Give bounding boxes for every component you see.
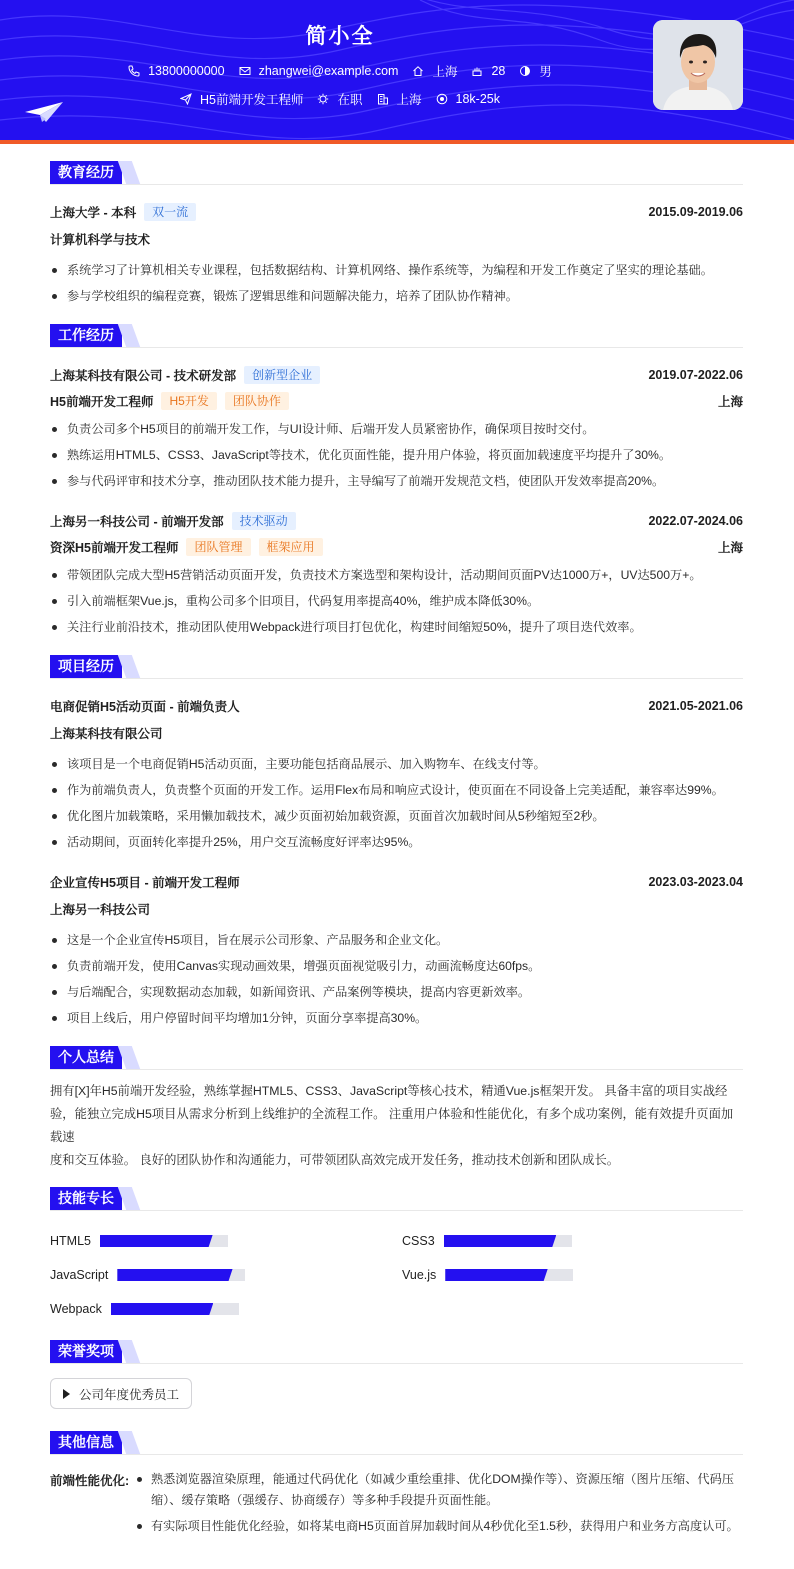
intention-row [0, 90, 680, 108]
salary-icon [436, 93, 456, 105]
summary-line: 验，能独立完成H5项目从需求分析到上线维护的全流程工作。 注重用户体验和性能优化，有多个成功案例，能有效提升页面加载速 [50, 1107, 734, 1144]
skill-bar-fill [100, 1235, 213, 1247]
skill-bar-fill [111, 1303, 213, 1315]
building-icon [377, 93, 397, 105]
role-tag: H5开发 [161, 392, 216, 410]
skills-grid [50, 1225, 743, 1331]
intention-position [180, 90, 303, 108]
intention-position-text: H5前端开发工程师 [200, 93, 304, 107]
skill-name: JavaScript [50, 1268, 109, 1282]
home-icon [412, 65, 432, 77]
section-header [50, 1186, 743, 1211]
play-icon [63, 1389, 70, 1399]
intention-status-text: 在职 [337, 93, 363, 107]
skill-bar-fill [117, 1269, 232, 1281]
skill-css3 [402, 1231, 572, 1251]
contact-city [412, 62, 457, 80]
list-item: 作为前端负责人，负责整个页面的开发工作。运用Flex布局和响应式设计，使页面在不同设备上完美适配，兼容率达99%。 [50, 777, 743, 803]
skill-bar [111, 1303, 239, 1315]
mail-icon [239, 65, 259, 77]
work-section [50, 323, 743, 640]
contact-age-text: 28 [491, 64, 506, 78]
work-item [50, 508, 743, 640]
skill-bar-fill [444, 1235, 557, 1247]
work-city: 上海 [717, 395, 743, 409]
company-tag: 技术驱动 [232, 512, 296, 530]
section-title: 其他信息 [50, 1431, 122, 1454]
company-tag: 创新型企业 [244, 366, 320, 384]
list-item: 引入前端框架Vue.js，重构公司多个旧项目，代码复用率提高40%，维护成本降低30%。 [50, 588, 743, 614]
intention-city-text: 上海 [396, 93, 422, 107]
contact-gender-text: 男 [539, 65, 552, 79]
summary-text [50, 1080, 743, 1172]
job-role: H5前端开发工程师 [50, 395, 154, 409]
major: 计算机科学与技术 [50, 233, 151, 247]
education-section [50, 160, 743, 309]
phone-icon [128, 65, 148, 77]
intention-salary-text: 18k-25k [455, 92, 500, 106]
project-company: 上海某科技有限公司 [50, 727, 163, 741]
role-tag: 框架应用 [259, 538, 323, 556]
list-item: 参与学校组织的编程竞赛，锻炼了逻辑思维和问题解决能力，培养了团队协作精神。 [50, 283, 743, 309]
list-item: 优化图片加载策略，采用懒加载技术，减少页面初始加载资源，页面首次加载时间从5秒缩短至2秒。 [50, 803, 743, 829]
intention-city [377, 90, 422, 108]
list-item: 参与代码评审和技术分享，推动团队技术能力提升，主导编写了前端开发规范文档，使团队开发效率提高20%。 [50, 468, 743, 494]
section-header [50, 1045, 743, 1070]
summary-line: 度和交互体验。 良好的团队协作和沟通能力，可带领团队高效完成开发任务，推动技术创新和团队成长。 [50, 1153, 620, 1167]
project-item [50, 869, 743, 1031]
list-item: 系统学习了计算机相关专业课程，包括数据结构、计算机网络、操作系统等，为编程和开发工作奠定了坚实的理论基础。 [50, 257, 743, 283]
skill-bar [100, 1235, 228, 1247]
skill-name: Webpack [50, 1302, 102, 1316]
skill-bar [117, 1269, 245, 1281]
list-item: 熟练运用HTML5、CSS3、JavaScript等技术，优化页面性能，提升用户体验，将页面加载速度平均提升了30%。 [50, 442, 743, 468]
school-tag: 双一流 [144, 203, 196, 221]
role-tag: 团队协作 [225, 392, 289, 410]
skill-vuejs [402, 1265, 573, 1285]
work-city: 上海 [717, 541, 743, 555]
status-icon [317, 93, 337, 105]
list-item: 与后端配合，实现数据动态加载，如新闻资讯、产品案例等模块，提高内容更新效率。 [50, 979, 743, 1005]
skill-name: CSS3 [402, 1234, 435, 1248]
list-item: 带领团队完成大型H5营销活动页面开发，负责技术方案选型和架构设计，活动期间页面PV达1000万+，UV达500万+。 [50, 562, 743, 588]
other-section [50, 1430, 743, 1542]
summary-section [50, 1045, 743, 1172]
section-title: 工作经历 [50, 324, 122, 347]
project-item [50, 693, 743, 855]
skill-javascript [50, 1265, 245, 1285]
section-header [50, 323, 743, 348]
avatar [653, 20, 743, 110]
section-header [50, 1430, 743, 1455]
project-company: 上海另一科技公司 [50, 903, 151, 917]
awards-section [50, 1339, 743, 1422]
list-item: 项目上线后，用户停留时间平均增加1分钟，页面分享率提高30%。 [50, 1005, 743, 1031]
award-item[interactable] [50, 1378, 192, 1409]
skill-bar [444, 1235, 572, 1247]
skill-webpack [50, 1299, 239, 1319]
send-icon [180, 93, 200, 105]
other-info [50, 1469, 743, 1542]
list-item: 负责公司多个H5项目的前端开发工作，与UI设计师、后端开发人员紧密协作，确保项目按时交付。 [50, 416, 743, 442]
section-title: 项目经历 [50, 655, 122, 678]
resume-header [0, 0, 794, 144]
intention-salary [436, 92, 500, 106]
section-header [50, 1339, 743, 1364]
role-tag: 团队管理 [186, 538, 250, 556]
list-item: 这是一个企业宣传H5项目，旨在展示公司形象、产品服务和企业文化。 [50, 927, 743, 953]
skill-name: Vue.js [402, 1268, 437, 1282]
list-item: 活动期间，页面转化率提升25%，用户交互流畅度好评率达95%。 [50, 829, 743, 855]
gender-icon [519, 65, 539, 77]
projects-section [50, 654, 743, 1031]
education-item [50, 199, 743, 309]
company-name: 上海另一科技公司 - 前端开发部 [50, 515, 224, 529]
work-item [50, 362, 743, 494]
project-period: 2023.03-2023.04 [648, 875, 743, 889]
contact-row [0, 62, 680, 80]
list-item: 负责前端开发，使用Canvas实现动画效果，增强页面视觉吸引力，动画流畅度达60fps。 [50, 953, 743, 979]
list-item: 关注行业前沿技术，推动团队使用Webpack进行项目打包优化，构建时间缩短50%，提升了项目迭代效率。 [50, 614, 743, 640]
skills-section [50, 1186, 743, 1331]
contact-email-text: zhangwei@example.com [258, 64, 399, 78]
skill-html5 [50, 1231, 228, 1251]
award-label: 公司年度优秀员工 [79, 1387, 180, 1402]
section-title: 荣誉奖项 [50, 1340, 122, 1363]
skill-name: HTML5 [50, 1234, 91, 1248]
work-period: 2022.07-2024.06 [648, 514, 743, 528]
skill-bar [445, 1269, 573, 1281]
paper-plane-icon [24, 100, 64, 124]
contact-email [239, 64, 399, 78]
contact-gender [519, 62, 552, 80]
section-title: 个人总结 [50, 1046, 122, 1069]
education-period: 2015.09-2019.06 [648, 205, 743, 219]
project-name: 电商促销H5活动页面 - 前端负责人 [50, 700, 240, 714]
candidate-name: 简小全 [305, 25, 375, 48]
project-period: 2021.05-2021.06 [648, 699, 743, 713]
contact-phone-text: 13800000000 [148, 64, 225, 78]
job-role: 资深H5前端开发工程师 [50, 541, 179, 555]
summary-line: 拥有[X]年H5前端开发经验，熟练掌握HTML5、CSS3、JavaScript等核心技术，精通Vue.js框架开发。 具备丰富的项目实战经 [50, 1084, 728, 1098]
contact-age [471, 64, 505, 78]
section-header [50, 160, 743, 185]
age-icon [471, 65, 491, 77]
school-name: 上海大学 - 本科 [50, 206, 137, 220]
contact-city-text: 上海 [432, 65, 458, 79]
list-item: 该项目是一个电商促销H5活动页面，主要功能包括商品展示、加入购物车、在线支付等。 [50, 751, 743, 777]
company-name: 上海某科技有限公司 - 技术研发部 [50, 369, 237, 383]
section-title: 教育经历 [50, 161, 122, 184]
intention-status [317, 90, 362, 108]
skill-bar-fill [445, 1269, 547, 1281]
section-header [50, 654, 743, 679]
other-label: 前端性能优化: [50, 1474, 130, 1488]
contact-phone [128, 64, 224, 78]
list-item: 熟悉浏览器渲染原理，能通过代码优化（如减少重绘重排、优化DOM操作等）、资源压缩（图片压缩、代码压缩）、缓存策略（强缓存、协商缓存）等多种手段提升页面性能。 [134, 1469, 743, 1511]
work-period: 2019.07-2022.06 [648, 368, 743, 382]
list-item: 有实际项目性能优化经验，如将某电商H5页面首屏加载时间从4秒优化至1.5秒，获得用户和业务方高度认可。 [134, 1516, 743, 1537]
project-name: 企业宣传H5项目 - 前端开发工程师 [50, 876, 240, 890]
resume-body [50, 160, 743, 1550]
section-title: 技能专长 [50, 1187, 122, 1210]
